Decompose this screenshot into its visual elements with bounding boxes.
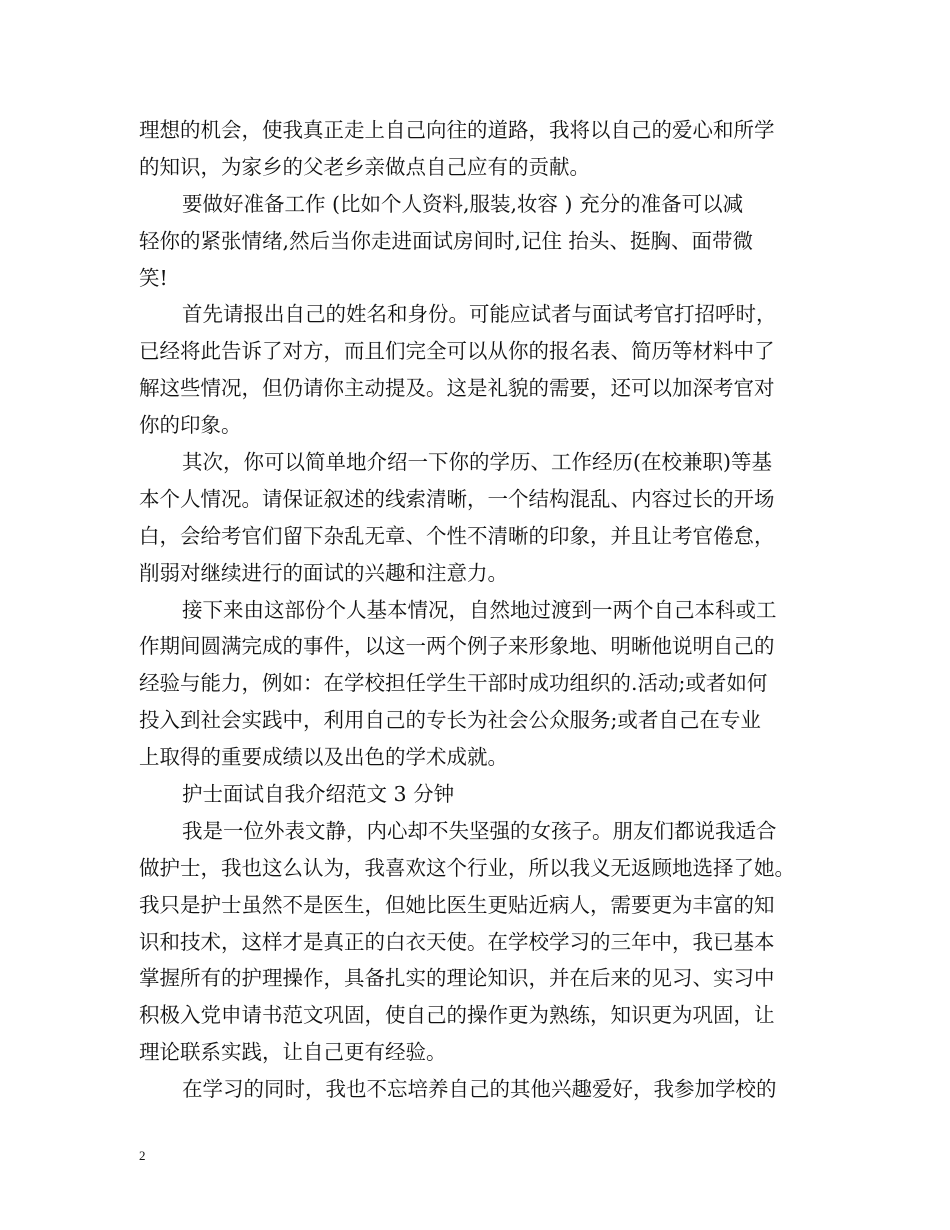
text-line: 掌握所有的护理操作，具备扎实的理论知识，并在后来的见习、实习中 <box>139 966 775 991</box>
text-line: 做护士，我也这么认为，我喜欢这个行业，所以我义无返顾地选择了她。 <box>139 855 795 880</box>
text-line: 接下来由这部份个人基本情况，自然地过渡到一两个自己本科或工 <box>182 597 777 622</box>
text-line: 在学习的同时，我也不忘培养自己的其他兴趣爱好，我参加学校的 <box>182 1077 777 1102</box>
text-line: 首先请报出自己的姓名和身份。可能应试者与面试考官打招呼时， <box>182 302 777 327</box>
text-line: 要做好准备工作 (比如个人资料,服装,妆容 ) 充分的准备可以减 <box>182 191 744 216</box>
text-line: 解这些情况，但仍请你主动提及。这是礼貌的需要，还可以加深考官对 <box>139 376 775 401</box>
text-line: 其次，你可以简单地介绍一下你的学历、工作经历(在校兼职)等基 <box>182 450 772 475</box>
text-line: 经验与能力，例如：在学校担任学生干部时成功组织的.活动;或者如何 <box>139 671 768 696</box>
text-line: 你的印象。 <box>139 413 242 438</box>
text-line: 积极入党申请书范文巩固，使自己的操作更为熟练，知识更为巩固，让 <box>139 1003 775 1028</box>
text-line: 护士面试自我介绍范文 3 分钟 <box>182 782 455 807</box>
text-line: 上取得的重要成绩以及出色的学术成就。 <box>139 745 508 770</box>
text-line: 我是一位外表文静，内心却不失坚强的女孩子。朋友们都说我适合 <box>182 818 777 843</box>
text-line: 投入到社会实践中，利用自己的专长为社会公众服务;或者自己在专业 <box>139 708 761 733</box>
text-line: 笑! <box>139 265 168 290</box>
text-line: 本个人情况。请保证叙述的线索清晰，一个结构混乱、内容过长的开场 <box>139 486 775 511</box>
text-line: 理论联系实践，让自己更有经验。 <box>139 1040 447 1065</box>
text-line: 白，会给考官们留下杂乱无章、个性不清晰的印象，并且让考官倦怠， <box>139 523 775 548</box>
text-line: 已经将此告诉了对方，而且们完全可以从你的报名表、简历等材料中了 <box>139 339 775 364</box>
text-line: 我只是护士虽然不是医生，但她比医生更贴近病人，需要更为丰富的知 <box>139 892 775 917</box>
text-line: 的知识，为家乡的父老乡亲做点自己应有的贡献。 <box>139 154 590 179</box>
text-line: 削弱对继续进行的面试的兴趣和注意力。 <box>139 560 508 585</box>
text-line: 作期间圆满完成的事件，以这一两个例子来形象地、明晰他说明自己的 <box>139 634 775 659</box>
text-line: 识和技术，这样才是真正的白衣天使。在学校学习的三年中，我已基本 <box>139 929 775 954</box>
text-line: 理想的机会，使我真正走上自己向往的道路，我将以自己的爱心和所学 <box>139 118 775 142</box>
body-text <box>139 112 829 1108</box>
page-number: 2 <box>139 1148 146 1163</box>
text-line: 轻你的紧张情绪,然后当你走进面试房间时,记住 抬头、挺胸、面带微 <box>139 228 754 253</box>
